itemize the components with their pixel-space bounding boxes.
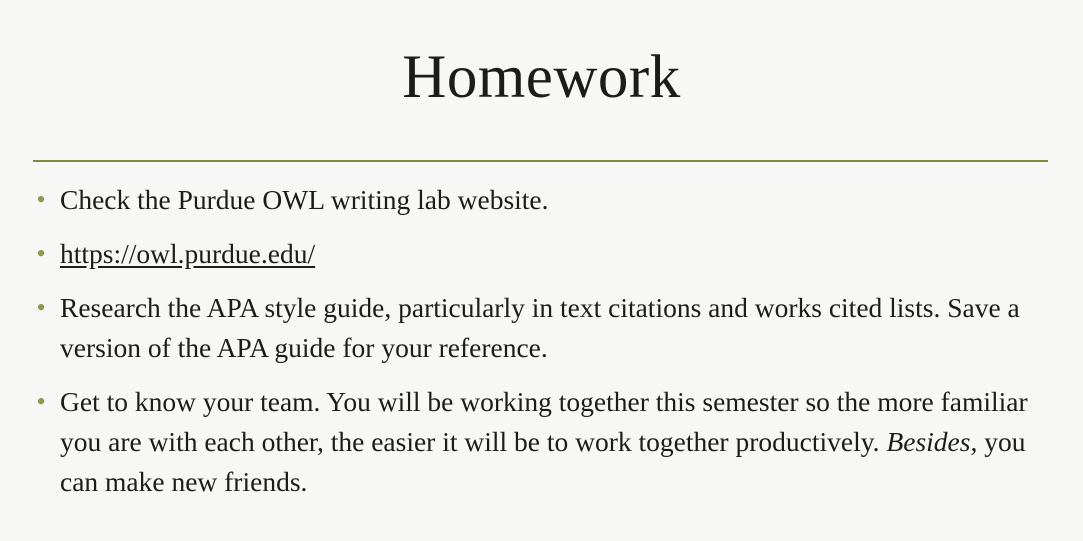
list-item-text-emphasis: Besides, [886,426,978,457]
bullet-marker-icon: • [36,293,46,322]
list-item-text-after: you can make new friends. [60,426,1026,497]
list-item-text-before: Get to know your team. You will be working together this semester so the more familiar you are with each other, the easier it will be to work together productively. [60,386,1028,457]
bullet-marker-icon: • [36,387,46,416]
list-item-text: Research the APA style guide, particularly in text citations and works cited lists. Save a version of the APA guide for your reference. [60,292,1020,363]
bullet-list [22,180,1037,516]
bullet-marker-icon: • [36,185,46,214]
list-item-text [60,382,1037,502]
bullet-marker-icon: • [36,239,46,268]
list-item [22,382,1037,502]
list-item [22,234,1037,274]
list-item-text: Check the Purdue OWL writing lab website. [60,184,549,215]
list-item [22,288,1037,368]
purdue-owl-link[interactable]: https://owl.purdue.edu/ [60,238,316,269]
list-item [22,180,1037,220]
page-title: Homework [402,44,681,111]
title-divider [33,160,1048,162]
